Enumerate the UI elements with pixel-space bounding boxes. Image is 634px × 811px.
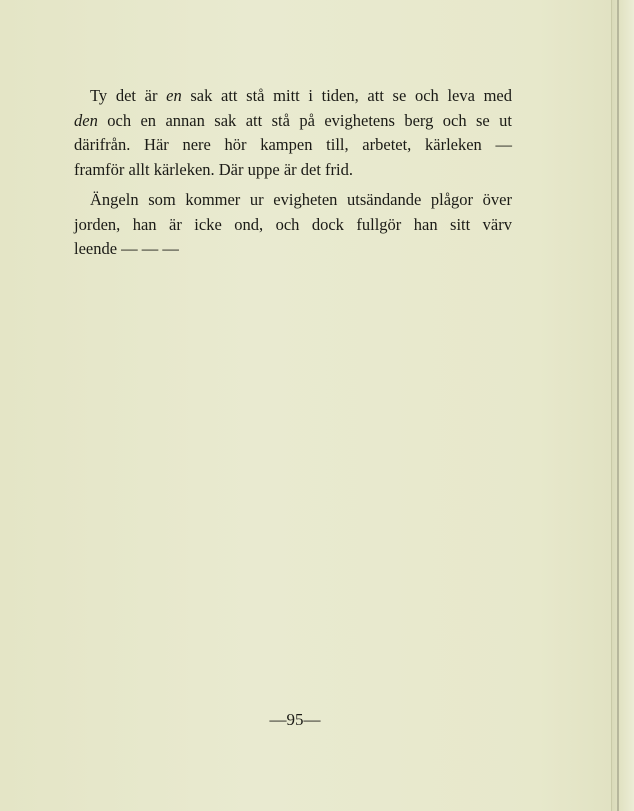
page-edge-line: [617, 0, 619, 811]
page-text: [74, 84, 512, 268]
paragraph-1: [74, 84, 512, 182]
paragraph-2: [74, 188, 512, 262]
emphasis-text: en: [166, 86, 182, 105]
paragraph-1-line-4: framför allt kärleken. Där uppe är det frid.: [74, 159, 353, 179]
text-run: Ty det är: [90, 86, 167, 105]
paragraph-1-line-2: [74, 109, 512, 134]
paragraph-2-line-2: jorden, han är icke ond, och dock fullgör han sitt värv: [74, 214, 512, 234]
paragraph-1-line-1: [90, 84, 512, 109]
paragraph-2-line-1: Ängeln som kommer ur evigheten utsändande plågor över: [90, 190, 512, 209]
page-edge-shadow: [611, 0, 634, 811]
paragraph-1-line-3: därifrån. Här nere hör kampen till, arbetet, kärleken —: [74, 135, 512, 154]
text-run: och en annan sak att stå på evighetens berg och se ut: [97, 110, 512, 130]
emphasis-text: den: [74, 110, 98, 130]
text-run: sak att stå mitt i tiden, att se och leva med: [181, 86, 512, 105]
page-number: —95—: [269, 710, 321, 729]
paragraph-2-line-3: leende — — —: [74, 239, 179, 258]
